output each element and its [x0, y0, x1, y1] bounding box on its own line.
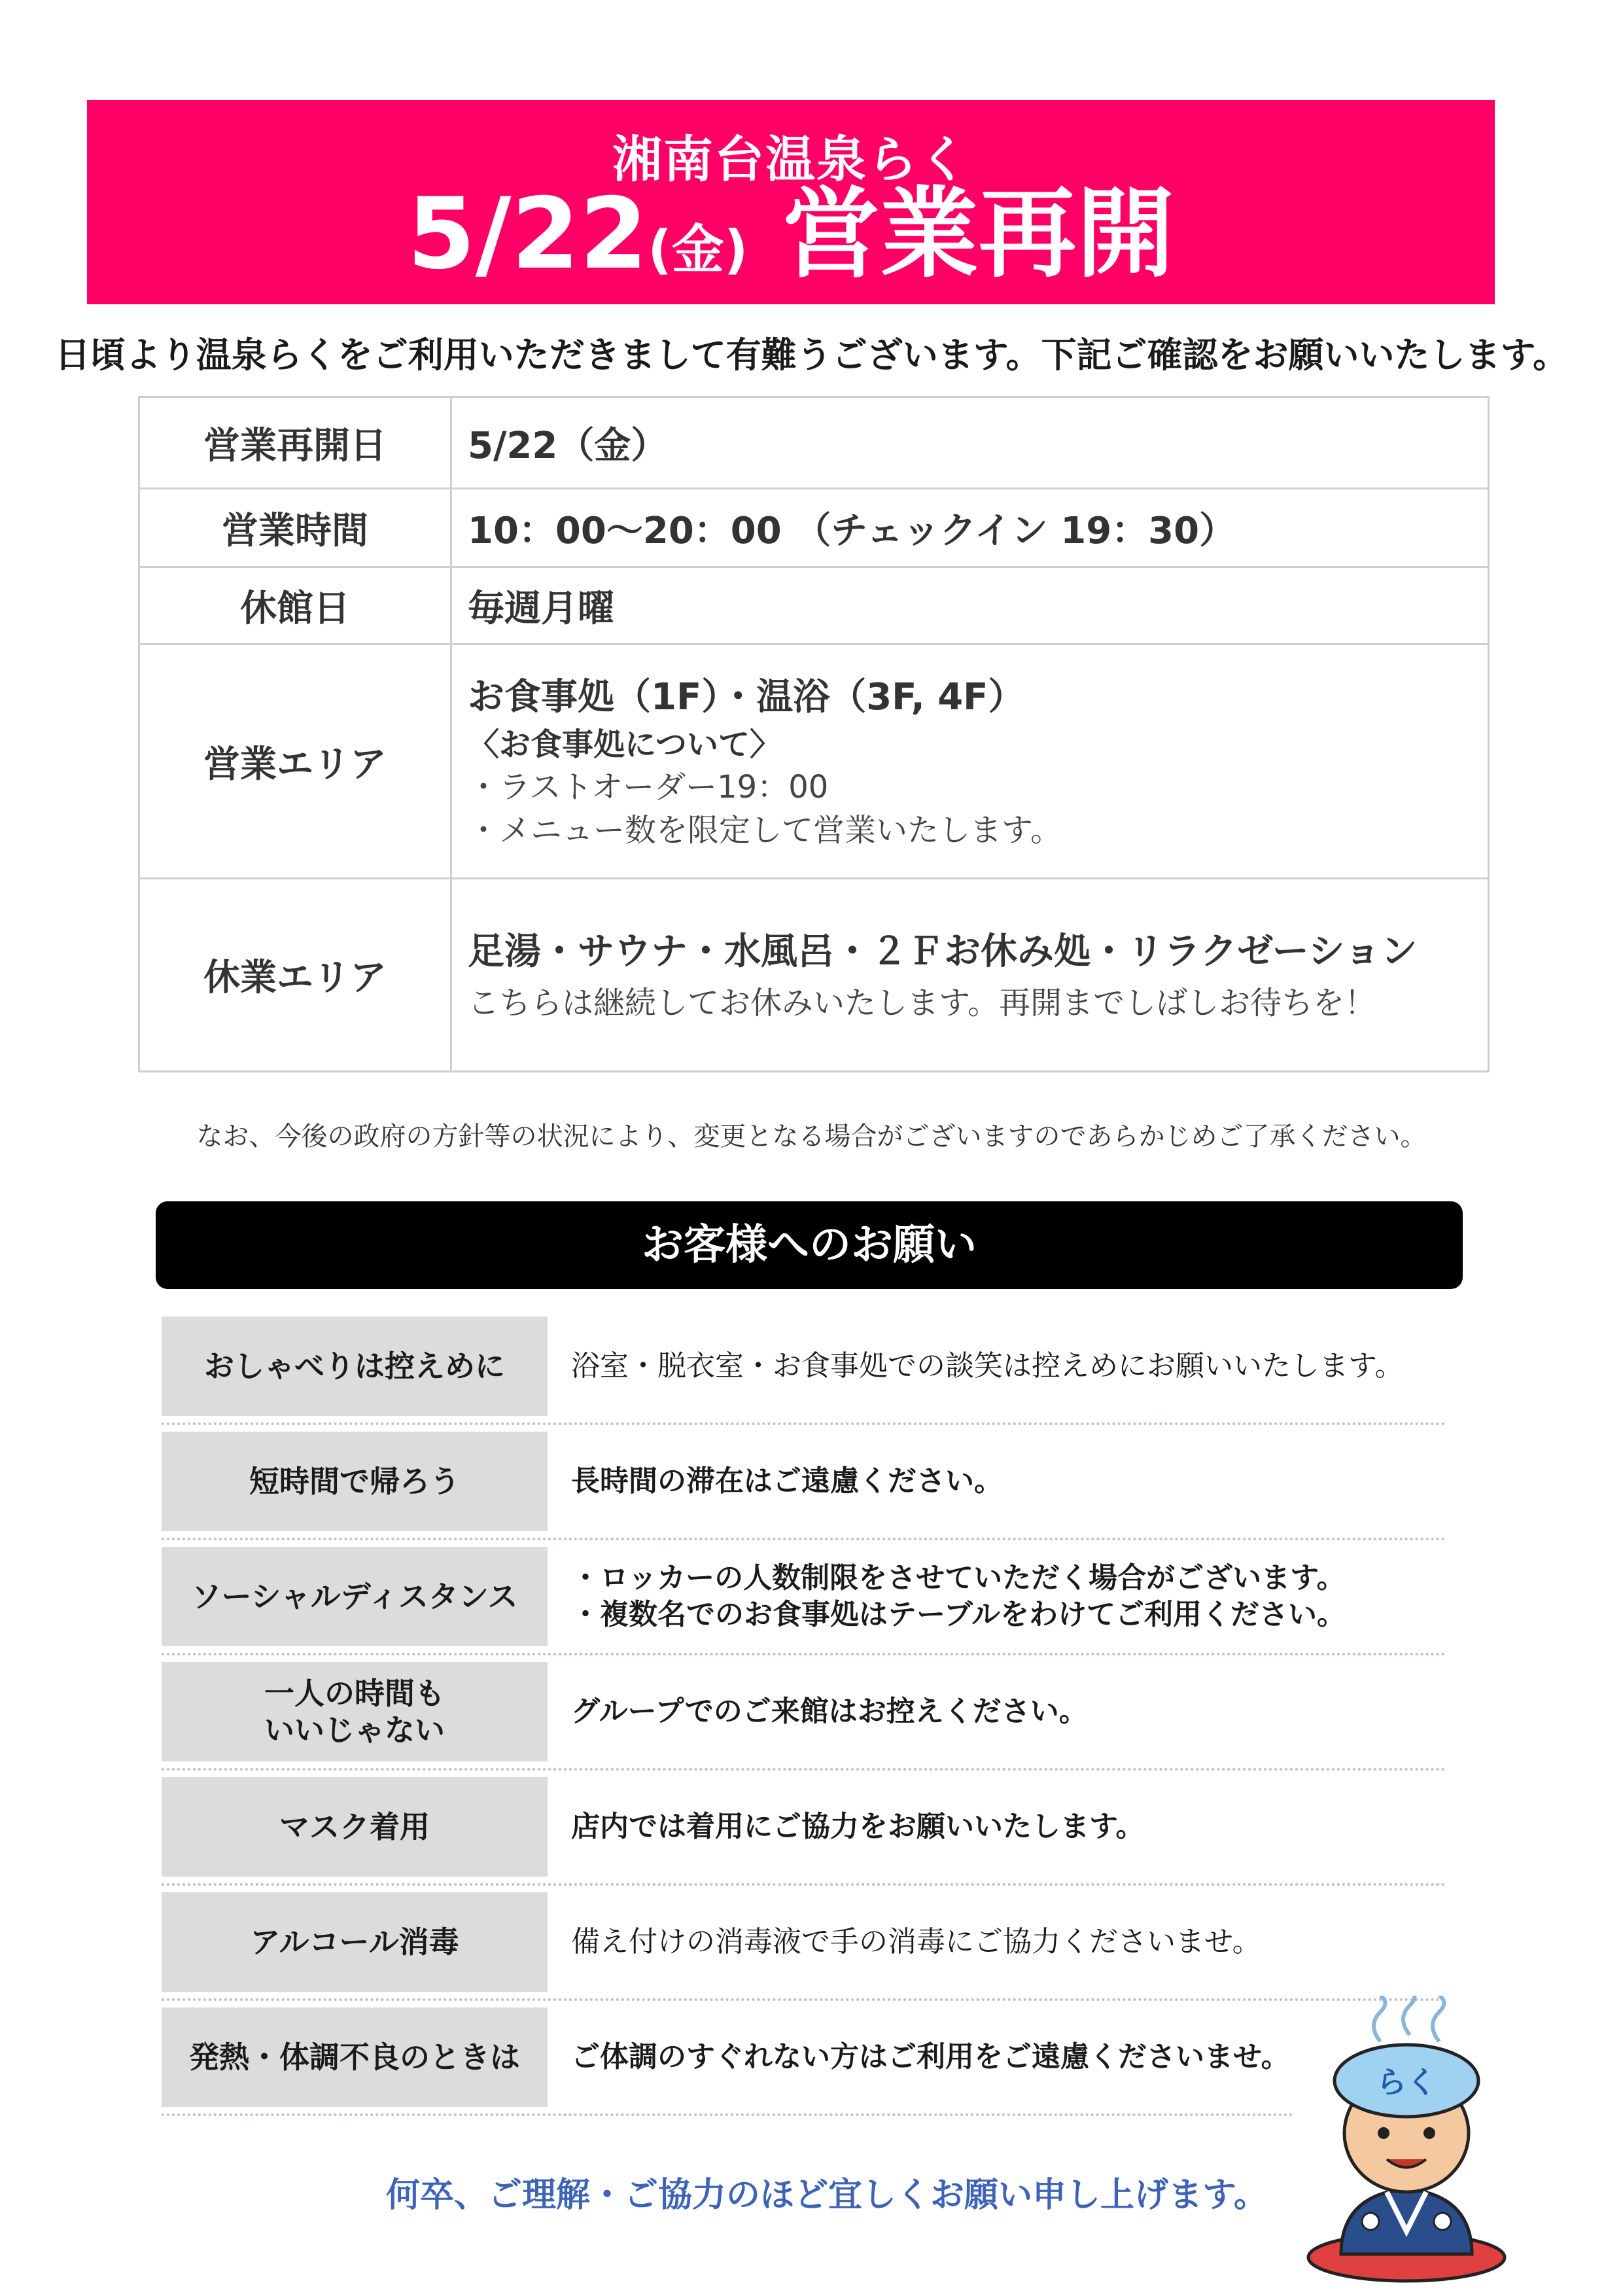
dotted-divider [162, 1538, 1446, 1540]
request-label-line: いいじゃない [264, 1712, 445, 1748]
request-label-line: 短時間で帰ろう [249, 1464, 460, 1499]
request-text [571, 1547, 1446, 1646]
dotted-divider [162, 1653, 1446, 1655]
info-line: 5/22（金） [468, 424, 668, 467]
info-value [451, 397, 1489, 489]
info-row [139, 397, 1489, 489]
dotted-divider [162, 1768, 1446, 1771]
store-name: 湘南台温泉らく [612, 130, 969, 188]
request-label [162, 1316, 548, 1416]
info-row [139, 567, 1489, 645]
request-text [571, 1662, 1446, 1761]
request-label-line: ソーシャルディスタンス [191, 1579, 518, 1614]
info-line: ・メニュー数を限定して営業いたします。 [468, 811, 1062, 849]
dotted-divider [162, 2113, 1293, 2116]
crest-icon [1362, 2213, 1379, 2230]
notice-text: なお、今後の政府の方針等の状況により、変更となる場合がございますのであらかじめご了承ください。 [196, 1122, 1427, 1152]
request-text-line: ご体調のすぐれない方はご利用をご遠慮くださいませ。 [571, 2040, 1290, 2074]
request-label-line: おしゃべりは控えめに [204, 1349, 505, 1384]
request-text [571, 2007, 1293, 2107]
request-label [162, 1662, 548, 1761]
info-value [451, 567, 1489, 645]
info-line: ・ラストオーダー19：00 [468, 768, 829, 805]
info-row [139, 645, 1489, 879]
reopen-headline [87, 179, 1495, 306]
request-row [162, 1547, 1446, 1646]
request-label-line: 一人の時間も [264, 1676, 445, 1711]
steam-icon [1433, 1996, 1444, 2041]
info-line: お食事処（1F）・温浴（3F, 4F） [468, 675, 1025, 718]
request-text-line: グループでのご来館はお控えください。 [571, 1695, 1088, 1728]
request-row [162, 2007, 1293, 2107]
request-label-line: 発熱・体調不良のときは [189, 2040, 520, 2075]
info-table [138, 396, 1490, 1072]
info-line: 〈お食事処について〉 [468, 726, 782, 763]
request-text-line: 備え付けの消毒液で手の消毒にご協力くださいませ。 [571, 1925, 1261, 1958]
request-label [162, 1892, 548, 1992]
request-row [162, 1432, 1446, 1531]
towel-text: らく [1376, 2064, 1437, 2100]
intro-text: 日頃より温泉らくをご利用いただきまして有難うございます。下記ご確認をお願いいたします。 [54, 334, 1569, 376]
info-line: こちらは継続してお休みいたします。再開までしばしお待ちを！ [468, 985, 1376, 1021]
reopen-text: 営業再開 [748, 177, 1175, 291]
info-value [451, 489, 1489, 567]
steam-icon [1403, 1996, 1415, 2035]
info-label: 営業時間 [139, 489, 451, 567]
steam-icon [1374, 1996, 1386, 2041]
request-label-line: アルコール消毒 [250, 1924, 459, 1960]
info-label: 営業再開日 [139, 397, 451, 489]
request-text [571, 1432, 1446, 1531]
request-text-line: ・ロッカーの人数制限をさせていただく場合がございます。 [571, 1561, 1346, 1595]
info-row [139, 489, 1489, 567]
dotted-divider [162, 1422, 1446, 1425]
info-label: 休館日 [139, 567, 451, 645]
request-text-line: ・複数名でのお食事処はテーブルをわけてご利用ください。 [571, 1598, 1346, 1631]
request-row [162, 1777, 1446, 1877]
eye-icon [1378, 2127, 1389, 2139]
header-banner [87, 100, 1495, 304]
info-value [451, 879, 1489, 1072]
closing-message: 何卒、ご理解・ご協力のほど宜しくお願い申し上げます。 [386, 2176, 1268, 2215]
info-line: 毎週月曜 [468, 587, 614, 630]
eye-icon [1423, 2127, 1435, 2139]
request-label [162, 1432, 548, 1531]
info-label: 休業エリア [139, 879, 451, 1072]
request-row [162, 1892, 1446, 1992]
request-text-line: 浴室・脱衣室・お食事処での談笑は控えめにお願いいたします。 [571, 1349, 1404, 1383]
reopen-weekday: (金) [648, 219, 748, 280]
request-label [162, 1547, 548, 1646]
request-row [162, 1316, 1446, 1416]
request-text-line: 店内では着用にご協力をお願いいたします。 [571, 1810, 1145, 1843]
info-line: 10：00〜20：00 （チェックイン 19：30） [468, 509, 1236, 552]
reopen-date: 5/22 [407, 177, 648, 291]
request-row [162, 1662, 1446, 1761]
info-value [451, 645, 1489, 879]
dotted-divider [162, 1998, 1446, 2001]
request-text-line: 長時間の滞在はご遠慮ください。 [571, 1464, 1003, 1498]
requests-title: お客様へのお願い [156, 1201, 1463, 1289]
mascot-illustration [1302, 1996, 1518, 2284]
request-label-line: マスク着用 [279, 1809, 430, 1845]
robe-shape [1341, 2189, 1472, 2254]
request-label [162, 2007, 548, 2107]
request-text [571, 1777, 1446, 1877]
info-label: 営業エリア [139, 645, 451, 879]
request-text [571, 1316, 1446, 1416]
dotted-divider [162, 1883, 1446, 1886]
request-label [162, 1777, 548, 1877]
info-row [139, 879, 1489, 1072]
info-line: 足湯・サウナ・水風呂・２Ｆお休み処・リラクゼーション [468, 930, 1418, 973]
crest-icon [1434, 2213, 1451, 2230]
request-text [571, 1892, 1446, 1992]
